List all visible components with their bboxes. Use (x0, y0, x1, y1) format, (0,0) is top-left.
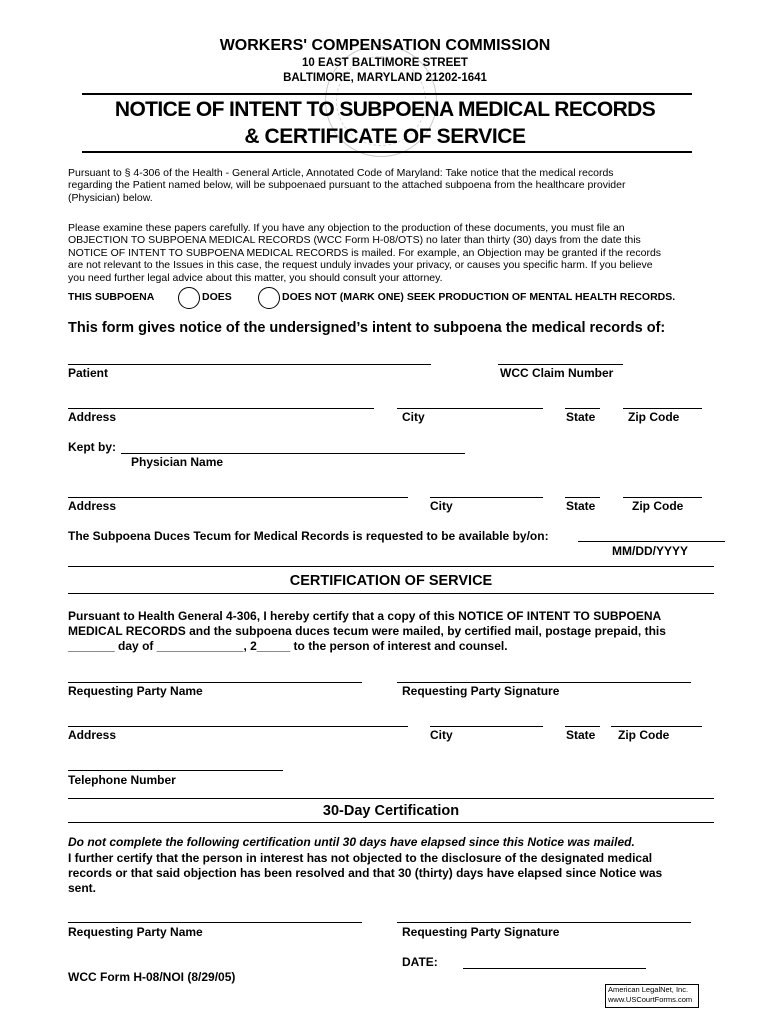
patient-address-label: Address (68, 410, 117, 424)
wcc-claim-number-label: WCC Claim Number (500, 366, 614, 380)
cert-address-label: Address (68, 728, 117, 742)
patient-state-label: State (566, 410, 596, 424)
cert-zip-field[interactable] (611, 726, 702, 727)
cert-requesting-party-name-field[interactable] (68, 682, 362, 683)
cert-state-label: State (566, 728, 596, 742)
physician-zip-field[interactable] (623, 497, 702, 498)
header-rule-top (82, 93, 692, 95)
patient-field[interactable] (68, 364, 431, 365)
document-title-line1: NOTICE OF INTENT TO SUBPOENA MEDICAL RECORDS (114, 98, 656, 121)
thirty-day-heading: 30-Day Certification (322, 803, 460, 819)
certification-text: Pursuant to Health General 4-306, I hereby certify that a copy of this NOTICE OF INTENT TO SUBPOENA MEDICAL RECORDS and the subpoena duces tecum were mailed, by certified mail, postage prepaid, this _______ day of _____________, 2_____ to the person of interest and counsel. (68, 609, 666, 653)
cert-requesting-party-signature-label: Requesting Party Signature (402, 684, 560, 698)
patient-address-field[interactable] (68, 408, 374, 409)
physician-state-label: State (566, 499, 596, 513)
cert-requesting-party-name-label: Requesting Party Name (68, 684, 203, 698)
certification-rule-top (68, 566, 714, 567)
availability-label: The Subpoena Duces Tecum for Medical Records is requested to be available by/on: (68, 529, 549, 543)
notice-heading: This form gives notice of the undersigned’s intent to subpoena the medical records of: (68, 320, 666, 336)
patient-zip-label: Zip Code (628, 410, 680, 424)
patient-zip-field[interactable] (623, 408, 702, 409)
physician-name-label: Physician Name (131, 455, 224, 469)
header-rule-bottom (82, 151, 692, 153)
physician-address-field[interactable] (68, 497, 408, 498)
thirty-date-label: DATE: (402, 955, 438, 969)
cert-city-field[interactable] (430, 726, 543, 727)
availability-date-field[interactable] (578, 541, 725, 542)
cert-requesting-party-signature-field[interactable] (397, 682, 691, 683)
intro-paragraph-2: Please examine these papers carefully. If you have any objection to the production of these documents, you must file an OBJECTION TO SUBPOENA MEDICAL RECORDS (WCC Form H-08/OTS) no later than thirty (30) days from the date this NOTICE OF INTENT TO SUBPOENA MEDICAL RECORDS is mailed. For example, an Objection may be granted if the records are not relevant to the Issues in this case, the request unduly invades your privacy, or causes you specific harm. If you believe you need further legal advice about this matter, you should consult your attorney. (68, 222, 662, 284)
radio-does-label: DOES (202, 291, 232, 303)
form-id: WCC Form H-08/NOI (8/29/05) (68, 970, 236, 984)
kept-by-label: Kept by: (68, 440, 116, 454)
thirty-requesting-party-name-field[interactable] (68, 922, 362, 923)
physician-zip-label: Zip Code (632, 499, 684, 513)
thirty-requesting-party-signature-label: Requesting Party Signature (402, 925, 560, 939)
publisher-url: www.USCourtForms.com (608, 995, 693, 1004)
thirty-requesting-party-name-label: Requesting Party Name (68, 925, 203, 939)
intro-paragraph-1: Pursuant to § 4-306 of the Health - General Article, Annotated Code of Maryland: Take notice that the medical records regarding the Patient named below, will be subpoenaed pursuant to the attached subpoena from the healthcare provider (Physician) below. (68, 167, 626, 204)
document-title-line2: & CERTIFICATE OF SERVICE (244, 125, 526, 148)
physician-city-field[interactable] (430, 497, 543, 498)
cert-state-field[interactable] (565, 726, 600, 727)
physician-address-label: Address (68, 499, 117, 513)
patient-state-field[interactable] (565, 408, 600, 409)
thirty-day-warning: Do not complete the following certification until 30 days have elapsed since this Notice was mailed. (68, 835, 635, 849)
cert-city-label: City (430, 728, 453, 742)
org-address-line1: 10 EAST BALTIMORE STREET (302, 57, 468, 69)
radio-does-not[interactable] (258, 287, 280, 309)
cert-address-field[interactable] (68, 726, 408, 727)
telephone-field[interactable] (68, 770, 283, 771)
radio-does-not-label: DOES NOT (MARK ONE) SEEK PRODUCTION OF MENTAL HEALTH RECORDS. (282, 291, 676, 303)
patient-label: Patient (68, 366, 109, 380)
availability-date-format: MM/DD/YYYY (612, 544, 689, 558)
radio-does[interactable] (178, 287, 200, 309)
certification-rule-bottom (68, 593, 714, 594)
org-name: WORKERS' COMPENSATION COMMISSION (219, 37, 551, 54)
physician-name-field[interactable] (121, 453, 465, 454)
telephone-label: Telephone Number (68, 773, 176, 787)
this-subpoena-label: THIS SUBPOENA (68, 291, 155, 303)
wcc-claim-number-field[interactable] (498, 364, 623, 365)
publisher-name: American LegalNet, Inc. (608, 985, 689, 994)
org-address-line2: BALTIMORE, MARYLAND 21202-1641 (283, 72, 487, 84)
thirty-requesting-party-signature-field[interactable] (397, 922, 691, 923)
thirty-day-rule-top (68, 798, 714, 799)
certification-heading: CERTIFICATION OF SERVICE (289, 573, 493, 589)
patient-city-label: City (402, 410, 425, 424)
physician-city-label: City (430, 499, 453, 513)
thirty-day-rule-bottom (68, 822, 714, 823)
publisher-box (605, 984, 699, 1008)
cert-zip-label: Zip Code (618, 728, 670, 742)
physician-state-field[interactable] (565, 497, 600, 498)
thirty-date-field[interactable] (463, 968, 646, 969)
thirty-day-text: I further certify that the person in interest has not objected to the disclosure of the designated medical records or that said objection has been resolved and that 30 (thirty) days have elapsed since Notice was sent. (68, 851, 663, 895)
patient-city-field[interactable] (397, 408, 543, 409)
